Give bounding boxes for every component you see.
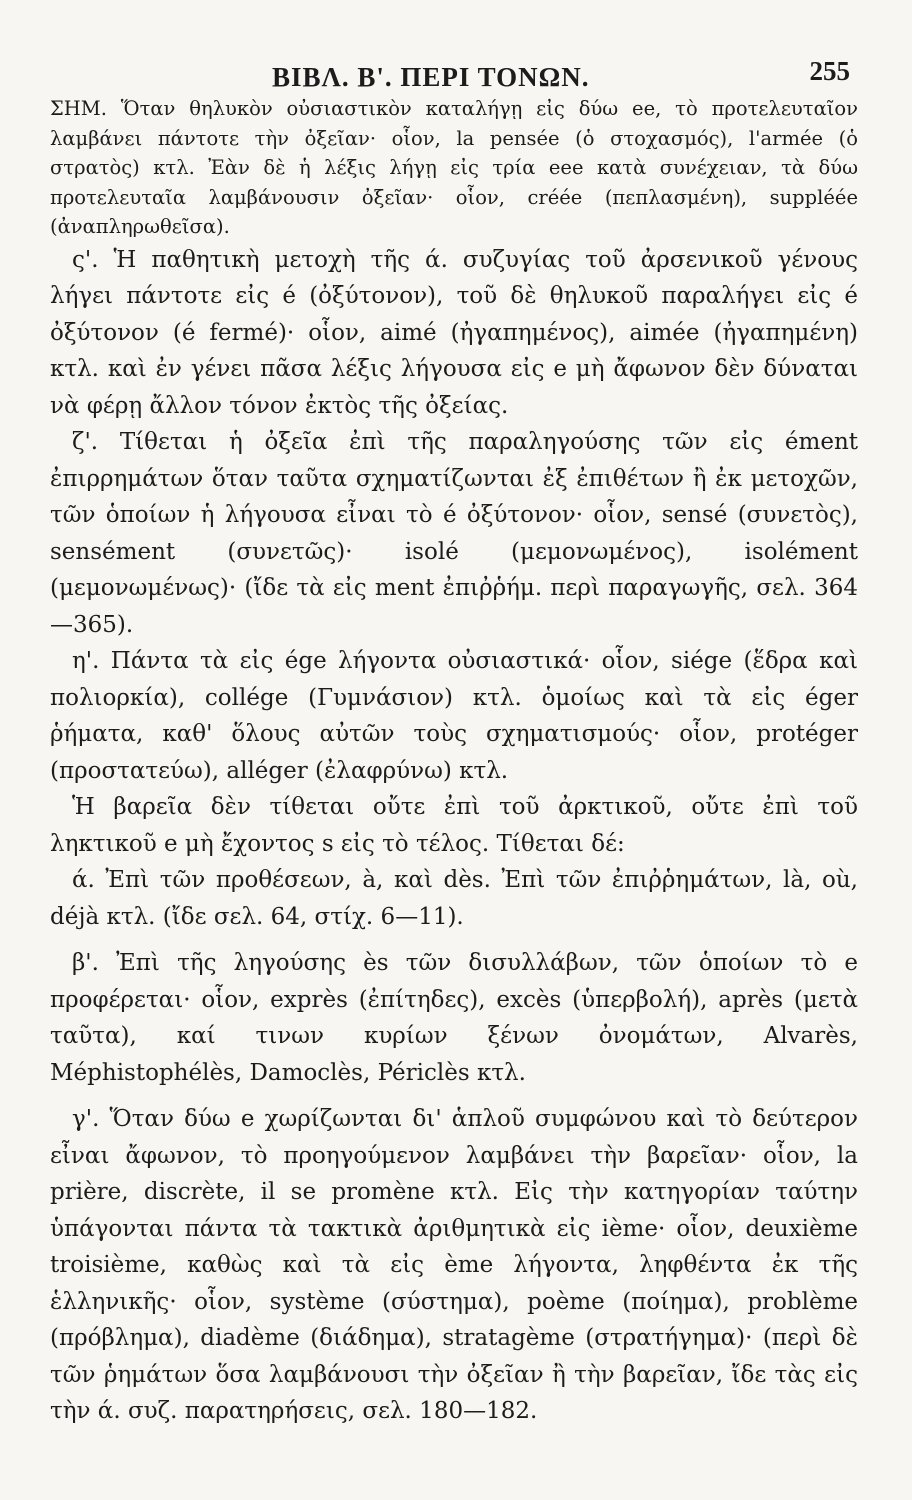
paragraph-grave-accent: Ἡ βαρεῖα δὲν τίθεται οὔτε ἐπὶ τοῦ ἀρκτικοῦ, οὔτε ἐπὶ τοῦ ληκτικοῦ e μὴ ἔχοντος s εἰς τὸ τέλος. Τίθεται δέ: xyxy=(50,794,858,857)
paragraph-6: ς'. Ἡ παθητικὴ μετοχὴ τῆς ά. συζυγίας τοῦ ἀρσενικοῦ γένους λήγει πάντοτε εἰς é (ὀξύτονον), τοῦ δὲ θηλυκοῦ παραλήγει εἰς é ὀξύτονον (é fermé)· οἷον, aimé (ἠγαπημένος), aimée (ἠγαπημένη) κτλ. καὶ ἐν γένει πᾶσα λέξις λήγουσα εἰς e μὴ ἄφωνον δὲν δύναται νὰ φέρῃ ἄλλον τόνον ἐκτὸς τῆς ὀξείας. xyxy=(50,246,858,419)
header-title: ΒΙΒΛ. Β'. ΠΕΡΙ ΤΟΝΩΝ. xyxy=(272,62,590,92)
running-head xyxy=(50,44,858,94)
body-text xyxy=(50,242,858,1430)
paragraph-7: ζ'. Τίθεται ἡ ὀξεῖα ἐπὶ τῆς παραληγούσης τῶν εἰς ément ἐπιρρημάτων ὅταν ταῦτα σχηματίζωνται ἐξ ἐπιθέτων ἢ ἐκ μετοχῶν, τῶν ὁποίων ἡ λήγουσα εἶναι τὸ é ὀξύτονον· οἷον, sensé (συνετὸς), sensément (συνετῶς)· isolé (μεμονωμένος), isolément (μεμονωμένως)· (ἴδε τὰ εἰς ment ἐπιῤῥήμ. περὶ παραγωγῆς, σελ. 364—365). xyxy=(50,429,858,638)
paragraph-a: ά. Ἐπὶ τῶν προθέσεων, à, καὶ dès. Ἐπὶ τῶν ἐπιῤῥημάτων, là, où, déjà κτλ. (ἴδε σελ. 64, στίχ. 6—11). xyxy=(50,867,858,930)
page-number: 255 xyxy=(809,56,850,86)
paragraph-b: β'. Ἐπὶ τῆς ληγούσης ès τῶν δισυλλάβων, τῶν ὁποίων τὸ e προφέρεται· οἷον, exprès (ἐπίτηδες), excès (ὑπερβολή), après (μετὰ ταῦτα), καί τινων κυρίων ξένων ὀνομάτων, Alvarès, Méphistophélès, Damoclès, Périclès κτλ. xyxy=(50,950,858,1086)
paragraph-8: η'. Πάντα τὰ εἰς ége λήγοντα οὐσιαστικά· οἷον, siége (ἕδρα καὶ πολιορκία), collége (Γυμνάσιον) κτλ. ὁμοίως καὶ τὰ εἰς éger ῥήματα, καθ' ὅλους αὐτῶν τοὺς σχηματισμούς· οἷον, protéger (προστατεύω), alléger (ἐλαφρύνω) κτλ. xyxy=(50,648,858,784)
footnote-remark: ΣΗΜ. Ὅταν θηλυκὸν οὐσιαστικὸν καταλήγῃ εἰς δύω ee, τὸ προτελευταῖον λαμβάνει πάντοτε τὴν ὀξεῖαν· οἷον, la pensée (ὁ στοχασμός), l'armée (ὁ στρατὸς) κτλ. Ἐὰν δὲ ἡ λέξις λήγῃ εἰς τρία eee κατὰ συνέχειαν, τὰ δύω προτελευταῖα λαμβάνουσιν ὀξεῖαν· οἷον, créée (πεπλασμένη), suppléée (ἀναπληρωθεῖσα). xyxy=(50,97,858,238)
paragraph-c: γ'. Ὅταν δύω e χωρίζωνται δι' ἁπλοῦ συμφώνου καὶ τὸ δεύτερον εἶναι ἄφωνον, τὸ προηγούμενον λαμβάνει τὴν βαρεῖαν· οἷον, la prière, discrète, il se promène κτλ. Εἰς τὴν κατηγορίαν ταύτην ὑπάγονται πάντα τὰ τακτικὰ ἀριθμητικὰ εἰς ième· οἷον, deuxième troisième, καθὼς καὶ τὰ εἰς ème λήγοντα, ληφθέντα ἐκ τῆς ἑλληνικῆς· οἷον, système (σύστημα), poème (ποίημα), problème (πρόβλημα), diadème (διάδημα), stratagème (στρατήγημα)· (περὶ δὲ τῶν ῥημάτων ὅσα λαμβάνουσι τὴν ὀξεῖαν ἢ τὴν βαρεῖαν, ἴδε τὰς εἰς τὴν ά. συζ. παρατηρήσεις, σελ. 180—182. xyxy=(50,1106,858,1424)
spacer xyxy=(50,935,858,945)
spacer xyxy=(50,1091,858,1101)
